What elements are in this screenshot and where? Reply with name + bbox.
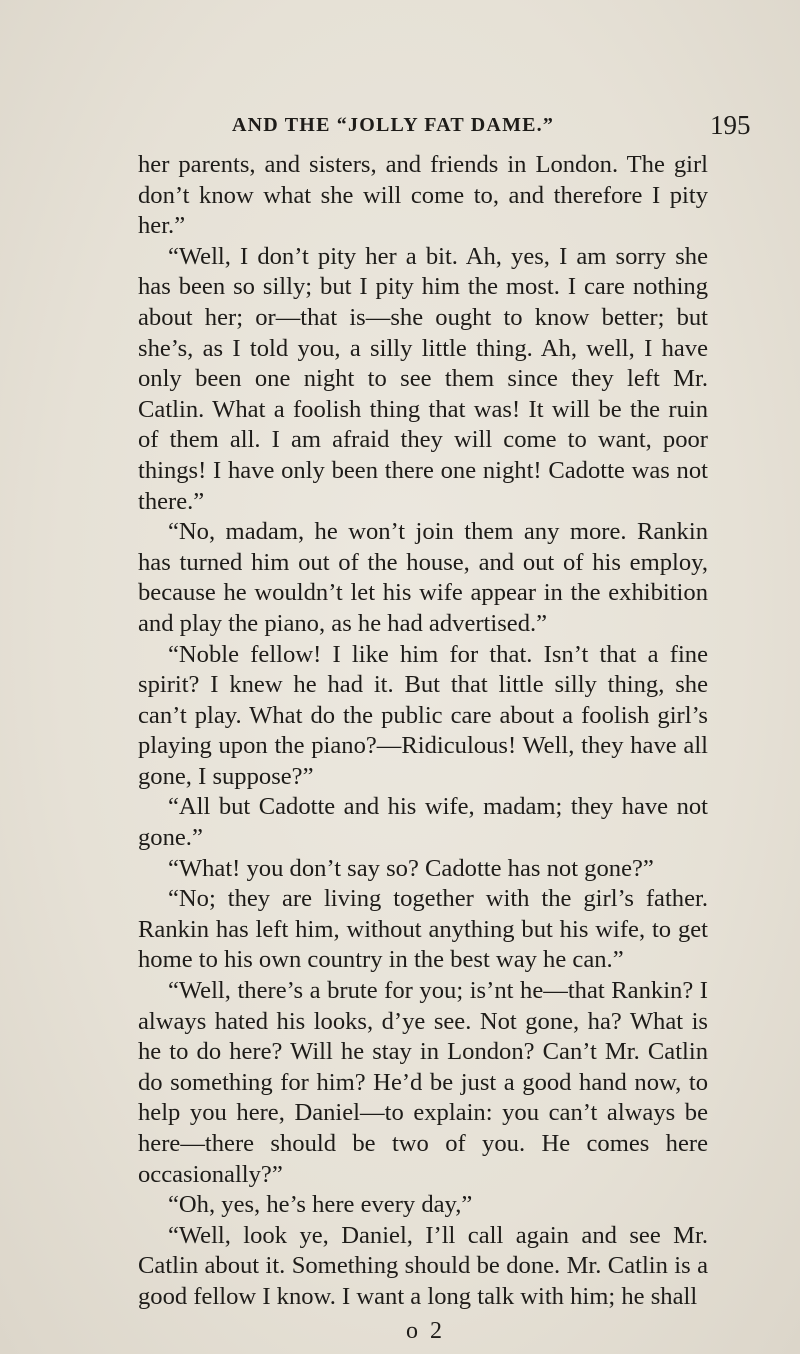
page-number: 195 [710,110,751,140]
paragraph: “No; they are living together with the girl’s father. Rankin has left him, without anything but his wife, to get home to his own country in the best way he can.” [138,885,708,974]
paragraph: “Noble fellow! I like him for that. Isn’t that a fine spirit? I knew he had it. But that little silly thing, she can’t play. What do the public care about a foolish girl’s playing upon the piano?—Ridiculous! Well, they have all gone, I suppose?” [138,640,708,790]
running-head [0,106,800,146]
paragraph: “Well, I don’t pity her a bit. Ah, yes, I am sorry she has been so silly; but I pity him the most. I care nothing about her; or—that is—she ought to know better; but she’s, as I told you, a silly little thing. Ah, well, I have only been one night to see them since they left Mr. Catlin. What a foolish thing that was! It will be the ruin of them all. I am afraid they will come to want, poor things! I have only been there one night! Cadotte was not there.” [138,242,708,515]
body-text [138,150,708,1313]
paragraph: “Oh, yes, he’s here every day,” [168,1191,473,1219]
paragraph: “All but Cadotte and his wife, madam; they have not gone.” [138,793,708,852]
running-title: AND THE “JOLLY FAT DAME.” [232,114,555,136]
paragraph: “Well, look ye, Daniel, I’ll call again and see Mr. Catlin about it. Something should be done. Mr. Catlin is a good fellow I know. I want a long talk with him; he shall [138,1221,708,1310]
paragraph: “No, madam, he won’t join them any more. Rankin has turned him out of the house, and out of his employ, because he wouldn’t let his wife appear in the exhibition and play the piano, as he had advertised.” [138,518,708,637]
paragraph: her parents, and sisters, and friends in London. The girl don’t know what she will come to, and therefore I pity her.” [138,151,708,240]
paragraph: “Well, there’s a brute for you; is’nt he—that Rankin? I always hated his looks, d’ye see. Not gone, ha? What is he to do here? Will he stay in London? Can’t Mr. Catlin do something for him? He’d be just a good hand now, to help you here, Daniel—to explain: you can’t always be here—there should be two of you. He comes here occasionally?” [138,977,708,1188]
signature-mark: o 2 [406,1318,445,1344]
paragraph: “What! you don’t say so? Cadotte has not gone?” [168,854,654,882]
